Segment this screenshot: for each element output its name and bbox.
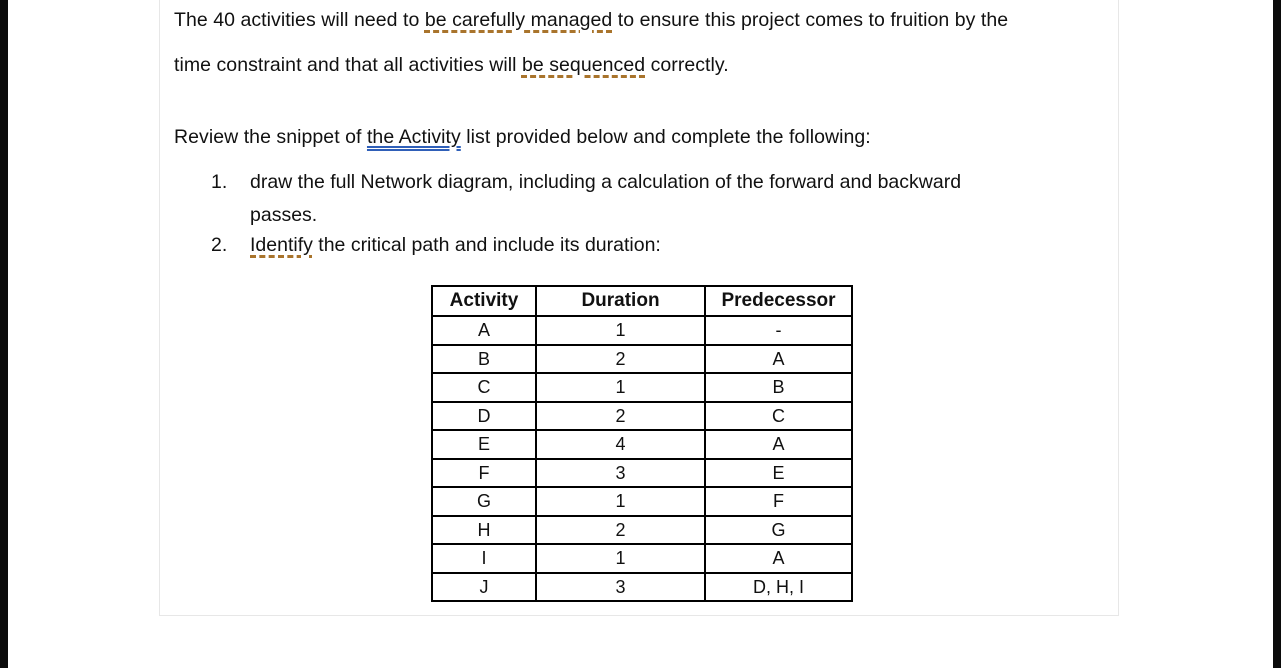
text-run: list provided below and complete the following: [460, 126, 871, 148]
cell-duration: 2 [536, 516, 705, 545]
cell-activity: G [432, 487, 536, 516]
cell-activity: J [432, 573, 536, 602]
cell-predecessor: C [705, 402, 852, 431]
grammar-flagged-text[interactable]: be carefully managed [424, 9, 613, 31]
list-item-text: draw the full Network diagram, including a calculation of the forward and backward [250, 171, 962, 193]
column-header-predecessor: Predecessor [705, 286, 852, 316]
cell-predecessor: B [705, 373, 852, 402]
table-row [432, 430, 852, 459]
paragraph-intro [174, 8, 1008, 32]
cell-activity: I [432, 544, 536, 573]
paragraph-intro-continued [174, 53, 729, 77]
cell-activity: E [432, 430, 536, 459]
cell-activity: F [432, 459, 536, 488]
cell-duration: 1 [536, 487, 705, 516]
window-edge-left [0, 0, 8, 668]
table-row [432, 516, 852, 545]
cell-duration: 1 [536, 373, 705, 402]
text-run: to ensure this project comes to fruition by the [612, 9, 1009, 31]
cell-predecessor: G [705, 516, 852, 545]
table-row [432, 373, 852, 402]
cell-duration: 4 [536, 430, 705, 459]
list-item-number: 1. [211, 171, 228, 193]
cell-predecessor: A [705, 345, 852, 374]
cell-duration: 3 [536, 573, 705, 602]
column-header-activity: Activity [432, 286, 536, 316]
table-row [432, 345, 852, 374]
text-run: time constraint and that all activities will [174, 54, 522, 76]
cell-duration: 2 [536, 345, 705, 374]
cell-predecessor: A [705, 544, 852, 573]
document-page[interactable] [159, 0, 1119, 616]
cell-predecessor: A [705, 430, 852, 459]
cell-duration: 3 [536, 459, 705, 488]
cell-duration: 2 [536, 402, 705, 431]
cell-duration: 1 [536, 316, 705, 345]
column-header-duration: Duration [536, 286, 705, 316]
table-row [432, 544, 852, 573]
table-row [432, 316, 852, 345]
grammar-flagged-text[interactable]: Identify [250, 234, 313, 256]
cell-activity: A [432, 316, 536, 345]
cell-predecessor: F [705, 487, 852, 516]
table-header-row [432, 286, 852, 316]
cell-predecessor: - [705, 316, 852, 345]
paragraph-review [174, 125, 871, 149]
cell-activity: D [432, 402, 536, 431]
cell-activity: H [432, 516, 536, 545]
table-row [432, 402, 852, 431]
table-row [432, 487, 852, 516]
window-edge-right [1273, 0, 1281, 668]
text-run: Review the snippet of [174, 126, 367, 148]
list-item-text [250, 233, 661, 257]
cell-activity: B [432, 345, 536, 374]
spelling-flagged-text[interactable]: the Activity [366, 126, 461, 148]
cell-predecessor: E [705, 459, 852, 488]
activity-table [431, 285, 853, 602]
text-run: the critical path and include its duration: [312, 234, 661, 256]
cell-activity: C [432, 373, 536, 402]
cell-duration: 1 [536, 544, 705, 573]
grammar-flagged-text[interactable]: be sequenced [521, 54, 646, 76]
table-row [432, 459, 852, 488]
text-run: correctly. [645, 54, 729, 76]
list-item-text-continued: passes. [250, 204, 318, 226]
cell-predecessor: D, H, I [705, 573, 852, 602]
table-row [432, 573, 852, 602]
text-run: The 40 activities will need to [174, 9, 425, 31]
list-item-number: 2. [211, 234, 228, 256]
